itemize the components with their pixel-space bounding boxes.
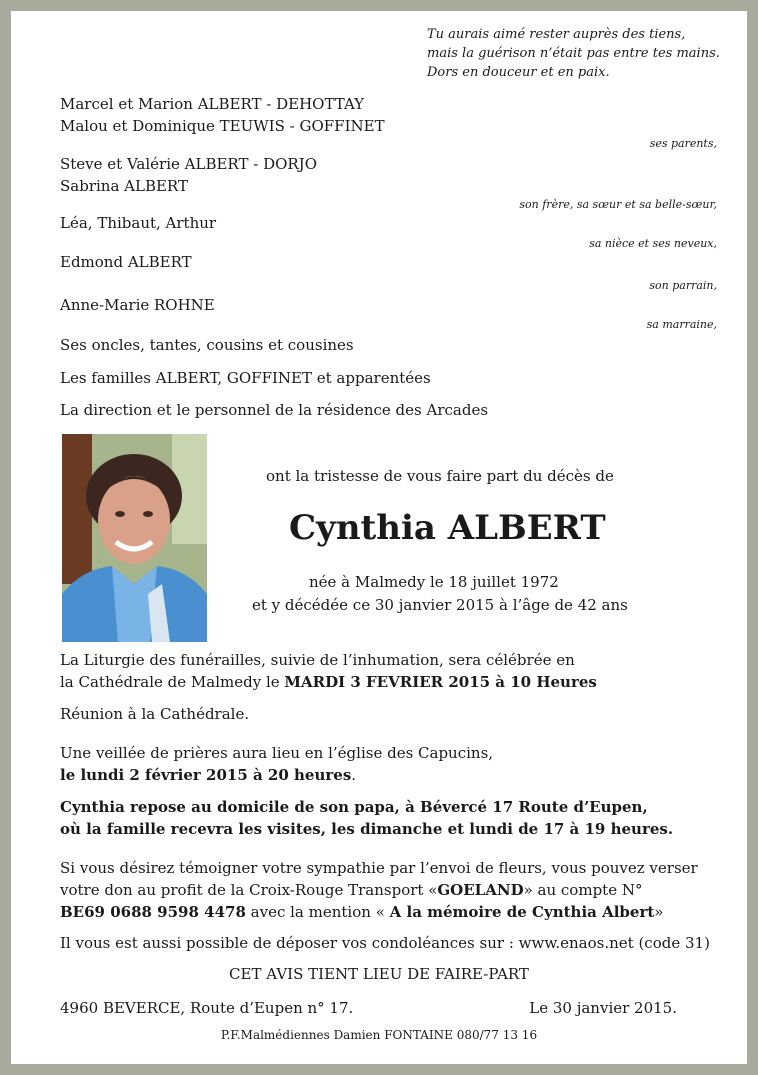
parents-relation: ses parents, bbox=[649, 137, 717, 150]
birth-info: née à Malmedy le 18 juillet 1972 bbox=[309, 573, 559, 591]
visits-info bbox=[60, 796, 673, 840]
donation-info bbox=[60, 857, 698, 923]
godfather-name: Edmond ALBERT bbox=[60, 253, 192, 271]
donation-line: votre don au profit de la Croix-Rouge Transport «GOELAND» au compte N° bbox=[60, 881, 643, 899]
vigil-info bbox=[60, 742, 493, 786]
vigil-date: le lundi 2 février 2015 à 20 heures bbox=[60, 766, 352, 784]
funeral-date: MARDI 3 FEVRIER 2015 à 10 Heures bbox=[284, 673, 597, 691]
donation-mention: A la mémoire de Cynthia Albert bbox=[389, 903, 655, 921]
address: 4960 BEVERCE, Route d’Eupen n° 17. bbox=[60, 999, 354, 1017]
meeting-point: Réunion à la Cathédrale. bbox=[60, 705, 250, 723]
condolences-info: Il vous est aussi possible de déposer vos condoléances sur : www.enaos.net (code 31) bbox=[60, 934, 710, 952]
death-notice-card bbox=[11, 11, 747, 1064]
funeral-info bbox=[60, 649, 597, 693]
funeral-line bbox=[60, 671, 597, 693]
announcement-intro: ont la tristesse de vous faire part du décès de bbox=[266, 467, 614, 485]
funeral-home: P.F.Malmédiennes Damien FONTAINE 080/77 13 16 bbox=[220, 1028, 538, 1042]
siblings-relation: son frère, sa sœur et sa belle-sœur, bbox=[519, 198, 717, 211]
vigil-line: Une veillée de prières aura lieu en l’église des Capucins, bbox=[60, 744, 494, 762]
notice-statement: CET AVIS TIENT LIEU DE FAIRE-PART bbox=[229, 965, 529, 983]
visits-line: où la famille recevra les visites, les dimanche et lundi de 17 à 19 heures. bbox=[60, 820, 674, 838]
visits-line: Cynthia repose au domicile de son papa, à Bévercé 17 Route d’Eupen, bbox=[60, 798, 648, 816]
funeral-place: la Cathédrale de Malmedy le bbox=[60, 673, 285, 691]
deceased-photo bbox=[62, 434, 207, 642]
notice-date: Le 30 janvier 2015. bbox=[529, 999, 677, 1017]
funeral-line: La Liturgie des funérailles, suivie de l’inhumation, sera célébrée en bbox=[60, 651, 575, 669]
family-member: Steve et Valérie ALBERT - DORJO bbox=[60, 155, 317, 173]
other-families: Les familles ALBERT, GOFFINET et apparentées bbox=[60, 369, 431, 387]
death-info: et y décédée ce 30 janvier 2015 à l’âge de 42 ans bbox=[252, 596, 628, 614]
godmother-relation: sa marraine, bbox=[646, 318, 717, 331]
poem-line: mais la guérison n’était pas entre tes mains. bbox=[427, 46, 720, 61]
residence-staff: La direction et le personnel de la résidence des Arcades bbox=[60, 401, 489, 419]
donation-line: BE69 0688 9598 4478 avec la mention « A la mémoire de Cynthia Albert» bbox=[60, 903, 664, 921]
charity-name: GOELAND bbox=[437, 881, 524, 899]
godmother-name: Anne-Marie ROHNE bbox=[60, 296, 215, 314]
parents-names bbox=[60, 93, 385, 137]
siblings-names bbox=[60, 153, 317, 197]
nieces-names: Léa, Thibaut, Arthur bbox=[60, 214, 217, 232]
family-member: Sabrina ALBERT bbox=[60, 177, 188, 195]
deceased-name: Cynthia ALBERT bbox=[289, 508, 606, 548]
vigil-line: le lundi 2 février 2015 à 20 heures. bbox=[60, 766, 357, 784]
donation-line: Si vous désirez témoigner votre sympathie par l’envoi de fleurs, vous pouvez verser bbox=[60, 859, 698, 877]
family-member: Malou et Dominique TEUWIS - GOFFINET bbox=[60, 117, 385, 135]
poem bbox=[427, 25, 720, 82]
poem-line: Dors en douceur et en paix. bbox=[427, 65, 610, 80]
family-member: Marcel et Marion ALBERT - DEHOTTAY bbox=[60, 95, 365, 113]
other-relatives: Ses oncles, tantes, cousins et cousines bbox=[60, 336, 354, 354]
godfather-relation: son parrain, bbox=[649, 279, 717, 292]
nieces-relation: sa nièce et ses neveux, bbox=[589, 237, 717, 250]
bank-account: BE69 0688 9598 4478 bbox=[60, 903, 246, 921]
poem-line: Tu aurais aimé rester auprès des tiens, bbox=[427, 27, 686, 42]
